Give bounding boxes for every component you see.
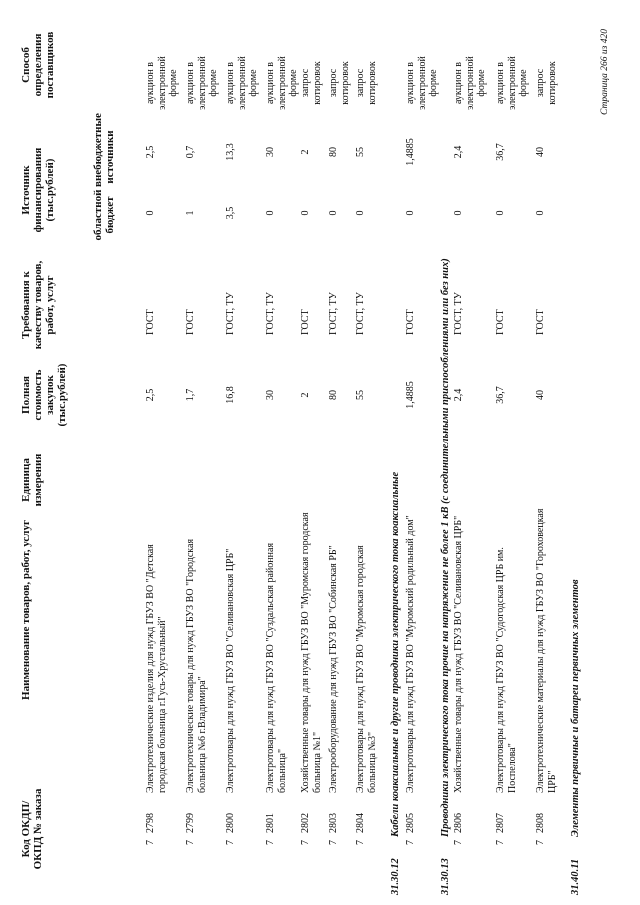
row-number: 2805: [405, 813, 416, 833]
row-requirements: ГОСТ: [405, 309, 416, 335]
row-regional: 0: [535, 210, 546, 216]
section-code: 31.30.13: [440, 858, 451, 895]
row-extra: 1,4885: [405, 138, 416, 166]
row-number: 2808: [535, 813, 546, 833]
row-requirements: ГОСТ, ТУ: [328, 292, 339, 335]
header-cost: Полная стоимость закупок (тыс.рублей): [20, 363, 68, 427]
row-method: аукцион в электронной форме: [453, 56, 487, 110]
header-extra: внебюджетные источники: [92, 113, 116, 187]
row-regional: 0: [495, 210, 506, 216]
header-regional: областной бюджет: [92, 189, 116, 241]
row-number: 2806: [453, 813, 464, 833]
row-cost: 40: [535, 390, 546, 400]
row-number: 2799: [185, 813, 196, 833]
row-regional: 0: [355, 210, 366, 216]
row-regional: 1: [185, 210, 196, 216]
row-name: Электротовары для нужд ГБУЗ ВО "Суздальская районная больница": [265, 542, 288, 793]
row-requirements: ГОСТ: [145, 309, 156, 335]
row-method: запрос котировок: [535, 61, 558, 105]
page-footer: Страница 266 из 420: [600, 29, 610, 115]
row-extra: 55: [355, 147, 366, 157]
row-number: 2803: [328, 813, 339, 833]
row-extra: 36,7: [495, 143, 506, 161]
row-requirements: ГОСТ: [185, 309, 196, 335]
row-extra: 80: [328, 147, 339, 157]
row-method: аукцион в электронной форме: [145, 56, 179, 110]
row-prefix: 7: [453, 840, 464, 845]
row-requirements: ГОСТ: [300, 309, 311, 335]
row-method: аукцион в электронной форме: [495, 56, 529, 110]
header-code: Код ОКДП/ ОКПД № заказа: [20, 788, 44, 870]
row-name: Электротовары для нужд ГБУЗ ВО "Селивановская ЦРБ": [225, 548, 236, 793]
row-regional: 3,5: [225, 206, 236, 220]
row-cost: 1,4885: [405, 381, 416, 409]
row-extra: 0,7: [185, 145, 196, 159]
row-extra: 30: [265, 147, 276, 157]
row-name: Электротовары для нужд ГБУЗ ВО "Муромская городская больница №3": [355, 545, 378, 793]
row-prefix: 7: [265, 840, 276, 845]
row-prefix: 7: [225, 840, 236, 845]
row-name: Электрооборудование для нужд ГБУЗ ВО "Собинская РБ": [328, 545, 339, 793]
row-cost: 30: [265, 390, 276, 400]
row-requirements: ГОСТ, ТУ: [225, 292, 236, 335]
row-regional: 0: [328, 210, 339, 216]
row-number: 2801: [265, 813, 276, 833]
row-name: Электротехнические товары для нужд ГБУЗ ВО "Городская больница №6 г.Владимира": [185, 538, 208, 793]
row-number: 2802: [300, 813, 311, 833]
row-method: запрос котировок: [300, 61, 323, 105]
row-cost: 2: [300, 392, 311, 398]
row-cost: 55: [355, 390, 366, 400]
header-unit: Единица измерения: [20, 453, 44, 507]
header-method: Способ определения поставщиков: [20, 31, 56, 99]
row-method: аукцион в электронной форме: [265, 56, 299, 110]
row-cost: 16,8: [225, 386, 236, 404]
row-regional: 0: [265, 210, 276, 216]
row-requirements: ГОСТ, ТУ: [453, 292, 464, 335]
row-prefix: 7: [405, 840, 416, 845]
row-regional: 0: [453, 210, 464, 216]
row-method: аукцион в электронной форме: [225, 56, 259, 110]
row-extra: 13,3: [225, 143, 236, 161]
row-requirements: ГОСТ: [495, 309, 506, 335]
section-title: Кабели коаксиальные и другие проводники электрического тока коаксиальные: [390, 471, 401, 837]
row-number: 2807: [495, 813, 506, 833]
row-cost: 2,5: [145, 388, 156, 402]
row-method: запрос котировок: [328, 61, 351, 105]
row-prefix: 7: [300, 840, 311, 845]
row-name: Электротехнические изделия для нужд ГБУЗ ВО "Детская городская больница г.Гусь-Хрустальный": [145, 544, 168, 793]
section-title: Проводники электрического тока прочие на напряжение не более 1 кВ (с соединительными приспособлениями или без них): [440, 258, 451, 837]
row-cost: 80: [328, 390, 339, 400]
row-name: Хозяйственные товары для нужд ГБУЗ ВО "Муромская городская больница №1": [300, 512, 323, 793]
row-prefix: 7: [328, 840, 339, 845]
row-extra: 2,4: [453, 145, 464, 159]
row-extra: 2,5: [145, 145, 156, 159]
row-cost: 2,4: [453, 388, 464, 402]
row-prefix: 7: [185, 840, 196, 845]
row-regional: 0: [300, 210, 311, 216]
row-prefix: 7: [355, 840, 366, 845]
row-method: запрос котировок: [355, 61, 378, 105]
row-cost: 1,7: [185, 388, 196, 402]
row-regional: 0: [145, 210, 156, 216]
row-method: аукцион в электронной форме: [405, 56, 439, 110]
row-prefix: 7: [495, 840, 506, 845]
row-name: Электротовары для нужд ГБУЗ ВО "Муромский родильный дом": [405, 515, 416, 793]
section-title: Элементы первичные и батареи первичных элементов: [570, 579, 581, 837]
row-number: 2798: [145, 813, 156, 833]
row-extra: 2: [300, 149, 311, 155]
row-prefix: 7: [145, 840, 156, 845]
row-name: Электротехнические материалы для нужд ГБУЗ ВО "Гороховецкая ЦРБ": [535, 508, 558, 793]
row-regional: 0: [405, 210, 416, 216]
header-requirements: Требования к качеству товаров, работ, услуг: [20, 260, 56, 350]
row-name: Электротовары для нужд ГБУЗ ВО "Судогодская ЦРБ им. Поспелова": [495, 547, 518, 793]
header-name: Наименование товаров, работ, услуг: [20, 520, 32, 700]
header-funding: Источник финансирования (тыс.рублей): [20, 147, 56, 233]
row-number: 2804: [355, 813, 366, 833]
section-code: 31.40.11: [570, 858, 581, 895]
row-requirements: ГОСТ: [535, 309, 546, 335]
row-extra: 40: [535, 147, 546, 157]
row-number: 2800: [225, 813, 236, 833]
row-prefix: 7: [535, 840, 546, 845]
row-method: аукцион в электронной форме: [185, 56, 219, 110]
row-name: Хозяйственные товары для нужд ГБУЗ ВО "Селивановская ЦРБ": [453, 515, 464, 793]
section-code: 31.30.12: [390, 858, 401, 895]
row-requirements: ГОСТ, ТУ: [265, 292, 276, 335]
row-cost: 36,7: [495, 386, 506, 404]
row-requirements: ГОСТ, ТУ: [355, 292, 366, 335]
